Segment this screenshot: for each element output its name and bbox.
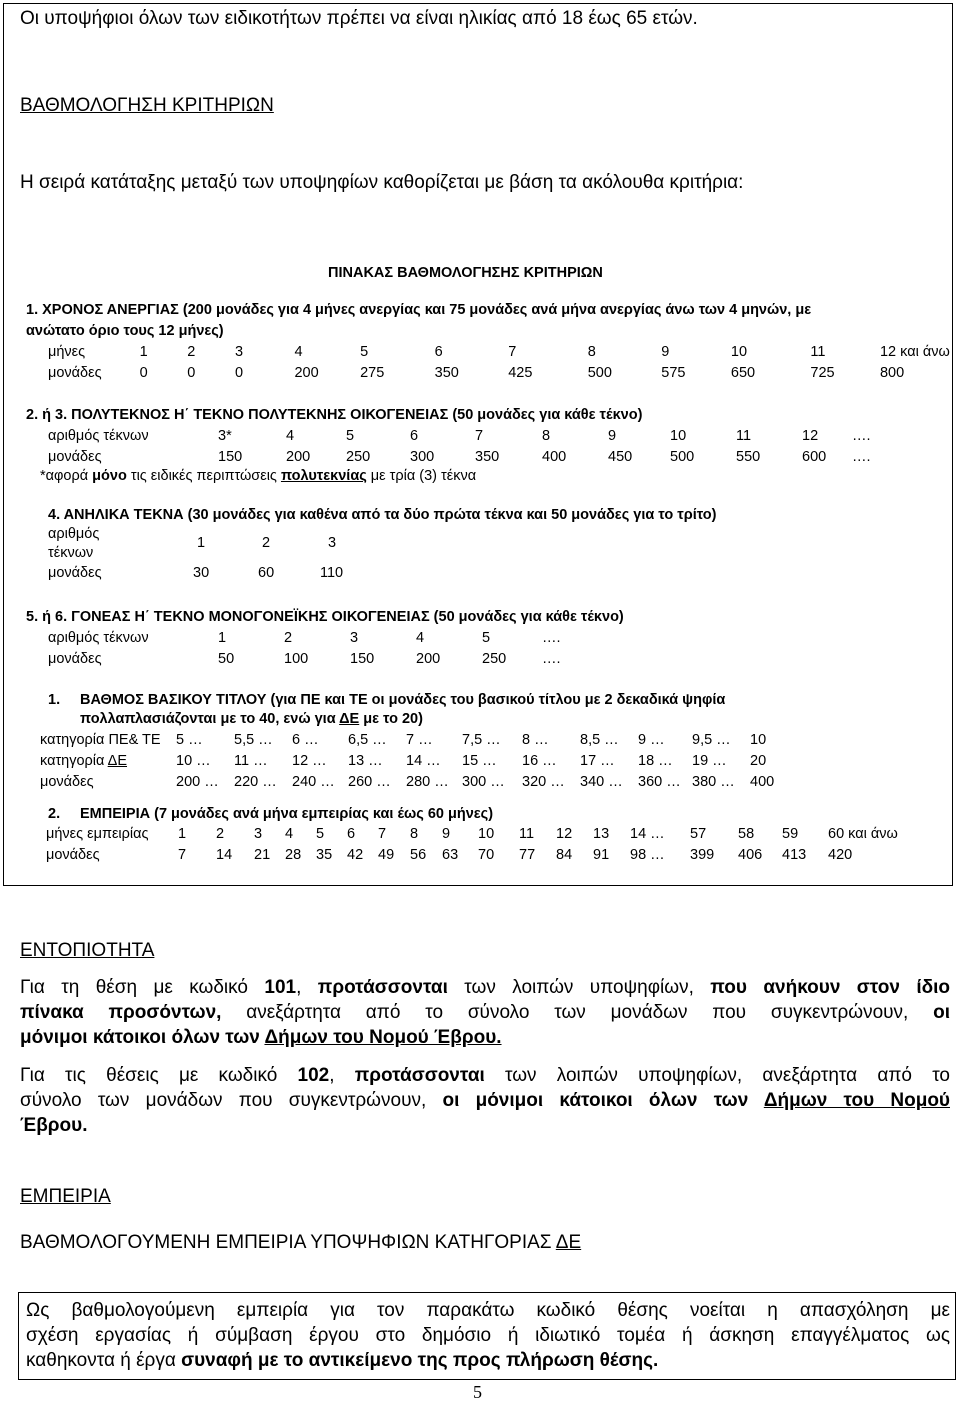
value-cell: 6 … <box>292 731 319 748</box>
value-cell: 10 <box>730 343 748 360</box>
value-cell: 12 <box>556 825 573 842</box>
table-row <box>48 627 562 648</box>
value-cell: 600 <box>802 448 827 465</box>
value-cell: 100 <box>284 650 309 667</box>
row-label-cell: αριθμός τέκνων <box>48 427 149 444</box>
row-label-cell: μονάδες <box>46 846 100 863</box>
page-number: 5 <box>473 1382 482 1402</box>
value-cell: 5 <box>360 343 369 360</box>
minor-children-count: 2 <box>262 535 271 551</box>
value-cell: 400 <box>542 448 567 465</box>
value-cell: 63 <box>442 846 459 863</box>
value-cell: 57 <box>690 825 707 842</box>
value-cell: 350 <box>475 448 500 465</box>
locality-paragraph-102: Για τις θέσεις με κωδικό 102, προτάσσονται των λοιπών υποψηφίων, ανεξάρτητα από το σύνολο των μονάδων που συγκεντρώνουν, οι μόνιμοι κάτοικοι όλων των Δήμων του Νομού Έβρου. <box>20 1065 951 1136</box>
table-row <box>46 823 904 844</box>
value-cell: 1 <box>218 629 227 646</box>
value-cell: 19 … <box>692 752 727 769</box>
value-cell: 7 <box>378 825 387 842</box>
large-family-table <box>48 425 872 467</box>
table-row <box>40 750 790 771</box>
experience-number: 2. <box>48 806 61 822</box>
age-requirement-text: Οι υποψήφιοι όλων των ειδικοτήτων πρέπει να είναι ηλικίας από 18 έως 65 ετών. <box>20 8 698 29</box>
value-cell: 16 … <box>522 752 557 769</box>
value-cell: 550 <box>736 448 761 465</box>
value-cell: 11 … <box>234 752 268 769</box>
value-cell: 4 <box>416 629 425 646</box>
value-cell: 10 <box>750 731 767 748</box>
table-row <box>48 425 872 446</box>
value-cell: 9 <box>661 343 670 360</box>
value-cell: 500 <box>670 448 695 465</box>
value-cell: 650 <box>730 364 756 381</box>
criteria-heading: ΒΑΘΜΟΛΟΓΗΣΗ ΚΡΙΤΗΡΙΩΝ <box>20 95 274 116</box>
row-label-cell: μονάδες <box>48 448 102 465</box>
value-cell: 98 … <box>630 846 665 863</box>
value-cell: 4 <box>285 825 294 842</box>
value-cell: 10 … <box>176 752 211 769</box>
minor-children-label-line1: αριθμός <box>48 526 100 542</box>
value-cell: 280 … <box>406 773 449 790</box>
value-cell: 6 <box>347 825 356 842</box>
value-cell: 3* <box>218 427 232 444</box>
value-cell: 300 <box>410 448 435 465</box>
value-cell: 9,5 … <box>692 731 731 748</box>
experience-table <box>46 823 904 865</box>
value-cell: 5 … <box>176 731 203 748</box>
unemployment-title-line2: ανώτατο όριο τους 12 μήνες) <box>26 323 224 339</box>
value-cell: 8 <box>542 427 551 444</box>
value-cell: 84 <box>556 846 573 863</box>
row-label-cell: μονάδες <box>48 650 102 667</box>
value-cell: 8 … <box>522 731 549 748</box>
value-cell: 425 <box>508 364 533 381</box>
value-cell: 7 <box>508 343 517 360</box>
value-cell: 7 … <box>406 731 433 748</box>
value-cell: 220 … <box>234 773 277 790</box>
minor-children-label-line2: τέκνων <box>48 545 94 561</box>
value-cell: …. <box>542 650 561 667</box>
experience-subheading: ΒΑΘΜΟΛΟΓΟΥΜΕΝΗ ΕΜΠΕΙΡΙΑ ΥΠΟΨΗΦΙΩΝ ΚΑΤΗΓΟΡΙΑΣ ΔΕ <box>20 1232 582 1253</box>
value-cell: 14 <box>216 846 233 863</box>
experience-heading: ΕΜΠΕΙΡΙΑ <box>20 1186 111 1207</box>
value-cell: 8 <box>410 825 419 842</box>
value-cell: 725 <box>810 364 835 381</box>
table-row <box>46 844 904 865</box>
unemployment-table <box>48 341 960 383</box>
value-cell: 2 <box>284 629 293 646</box>
table-row <box>40 771 790 792</box>
value-cell: 9 … <box>638 731 665 748</box>
value-cell: 5 <box>346 427 355 444</box>
value-cell: 413 <box>782 846 807 863</box>
value-cell: 380 … <box>692 773 735 790</box>
value-cell: 4 <box>286 427 295 444</box>
value-cell: 400 <box>750 773 775 790</box>
value-cell: 70 <box>478 846 495 863</box>
value-cell: 21 <box>254 846 271 863</box>
value-cell: 60 και άνω <box>828 825 898 842</box>
value-cell: 340 … <box>580 773 623 790</box>
large-family-title: 2. ή 3. ΠΟΛΥΤΕΚΝΟΣ Η΄ ΤΕΚΝΟ ΠΟΛΥΤΕΚΝΗΣ ΟΙΚΟΓΕΝΕΙΑΣ (50 μονάδες για κάθε τέκνο) <box>26 407 643 423</box>
value-cell: 6,5 … <box>348 731 387 748</box>
value-cell: 12 … <box>292 752 327 769</box>
row-label-cell: κατηγορία ΠΕ& ΤΕ <box>40 731 161 748</box>
value-cell: 200 <box>286 448 311 465</box>
value-cell: 56 <box>410 846 427 863</box>
value-cell: 58 <box>738 825 755 842</box>
value-cell: 12 και άνω <box>879 343 950 360</box>
value-cell: 260 … <box>348 773 391 790</box>
minor-children-points-label: μονάδες <box>48 565 102 581</box>
minor-children-count: 1 <box>197 535 206 551</box>
value-cell: 42 <box>347 846 364 863</box>
minor-children-title: 4. ΑΝΗΛΙΚΑ ΤΕΚΝΑ (30 μονάδες για καθένα από τα δύο πρώτα τέκνα και 50 μονάδες για το τρίτο) <box>48 507 717 523</box>
value-cell: 200 <box>416 650 441 667</box>
experience-definition-text: Ως βαθμολογούμενη εμπειρία για τον παρακάτω κωδικό θέσης νοείται η απασχόληση με σχέση εργασίας ή σύμβαση έργου στο δημόσιο ή ιδιωτικό τομέα ή άσκηση επαγγέλματος ως καθηκοντα ή έργα συναφή με το αντικείμενο της προς πλήρωση θέσης. <box>26 1300 950 1371</box>
value-cell: 12 <box>802 427 819 444</box>
minor-children-points: 30 <box>193 565 210 581</box>
value-cell: 14 … <box>630 825 665 842</box>
value-cell: 240 … <box>292 773 335 790</box>
value-cell: 5,5 … <box>234 731 273 748</box>
value-cell: 10 <box>478 825 495 842</box>
value-cell: 11 <box>736 427 752 444</box>
table-row <box>48 648 562 669</box>
single-parent-title: 5. ή 6. ΓΟΝΕΑΣ Η΄ ΤΕΚΝΟ ΜΟΝΟΓΟΝΕΪΚΗΣ ΟΙΚΟΓΕΝΕΙΑΣ (50 μονάδες για κάθε τέκνο) <box>26 609 624 625</box>
value-cell: 3 <box>350 629 359 646</box>
value-cell: 200 … <box>176 773 219 790</box>
value-cell: 18 … <box>638 752 673 769</box>
value-cell: 575 <box>661 364 686 381</box>
row-label-cell: μήνες <box>48 343 86 360</box>
value-cell: 3 <box>234 343 244 360</box>
value-cell: 6 <box>410 427 419 444</box>
value-cell: 13 … <box>348 752 383 769</box>
value-cell: 350 <box>434 364 459 381</box>
value-cell: 450 <box>608 448 633 465</box>
locality-heading: ΕΝΤΟΠΙΟΤΗΤΑ <box>20 940 155 961</box>
value-cell: 14 … <box>406 752 441 769</box>
table-title: ΠΙΝΑΚΑΣ ΒΑΘΜΟΛΟΓΗΣΗΣ ΚΡΙΤΗΡΙΩΝ <box>328 265 603 281</box>
degree-number: 1. <box>48 692 61 708</box>
row-label-cell: μονάδες <box>40 773 94 790</box>
value-cell: 9 <box>442 825 451 842</box>
value-cell: …. <box>852 448 871 465</box>
table-row <box>48 446 872 467</box>
value-cell: 35 <box>316 846 333 863</box>
value-cell: 9 <box>608 427 617 444</box>
value-cell: 200 <box>294 364 319 381</box>
value-cell: 10 <box>670 427 687 444</box>
locality-paragraph-101: Για τη θέση με κωδικό 101, προτάσσονται των λοιπών υποψηφίων, που ανήκουν στον ίδιο πίνακα προσόντων, ανεξάρτητα από το σύνολο των μονάδων που συγκεντρώνουν, οι μόνιμοι κάτοικοι όλων των Δήμων του Νομού Έβρου. <box>20 977 951 1048</box>
row-label-cell: κατηγορία ΔΕ <box>40 752 128 769</box>
value-cell: 150 <box>218 448 243 465</box>
value-cell: …. <box>852 427 871 444</box>
value-cell: 275 <box>360 364 385 381</box>
value-cell: 5 <box>482 629 491 646</box>
degree-title-line2: πολλαπλασιάζονται με το 40, ενώ για ΔΕ με το 20) <box>80 711 423 727</box>
value-cell: 3 <box>254 825 263 842</box>
minor-children-points: 60 <box>258 565 275 581</box>
value-cell: 17 … <box>580 752 615 769</box>
table-row <box>40 729 790 750</box>
value-cell: 7,5 … <box>462 731 501 748</box>
table-row <box>48 341 960 362</box>
value-cell: 49 <box>378 846 395 863</box>
value-cell: 59 <box>782 825 799 842</box>
table-row <box>48 362 960 383</box>
value-cell: 2 <box>187 343 196 360</box>
value-cell: 28 <box>285 846 302 863</box>
row-label-cell: μονάδες <box>48 364 102 381</box>
degree-title-line1: ΒΑΘΜΟΣ ΒΑΣΙΚΟΥ ΤΙΤΛΟΥ (για ΠΕ και ΤΕ οι μονάδες του βασικού τίτλου με 2 δεκαδικά ψηφία <box>80 692 726 708</box>
value-cell: 420 <box>828 846 853 863</box>
value-cell: 1 <box>178 825 187 842</box>
value-cell: 7 <box>178 846 187 863</box>
single-parent-table <box>48 627 562 669</box>
value-cell: 11 <box>810 343 826 360</box>
value-cell: 77 <box>519 846 536 863</box>
value-cell: 2 <box>216 825 225 842</box>
value-cell: 5 <box>316 825 325 842</box>
value-cell: 300 … <box>462 773 505 790</box>
value-cell: 15 … <box>462 752 497 769</box>
value-cell: 91 <box>593 846 610 863</box>
value-cell: 0 <box>139 364 148 381</box>
value-cell: 1 <box>139 343 148 360</box>
unemployment-title-line1: 1. ΧΡΟΝΟΣ ΑΝΕΡΓΙΑΣ (200 μονάδες για 4 μήνες ανεργίας και 75 μονάδες ανά μήνα ανεργίας άνω των 4 μηνών, με <box>26 302 812 318</box>
value-cell: 6 <box>434 343 443 360</box>
value-cell: 399 <box>690 846 715 863</box>
value-cell: 150 <box>350 650 375 667</box>
value-cell: 11 <box>519 825 535 842</box>
value-cell: 8,5 … <box>580 731 619 748</box>
value-cell: 0 <box>187 364 196 381</box>
value-cell: 13 <box>593 825 610 842</box>
large-family-note: *αφορά μόνο τις ειδικές περιπτώσεις πολυτεκνίας με τρία (3) τέκνα <box>40 468 477 484</box>
value-cell: 250 <box>346 448 371 465</box>
criteria-intro-text: Η σειρά κατάταξης μεταξύ των υποψηφίων καθορίζεται με βάση τα ακόλουθα κριτήρια: <box>20 172 744 193</box>
value-cell: 320 … <box>522 773 565 790</box>
minor-children-points: 110 <box>320 565 344 581</box>
value-cell: …. <box>542 629 561 646</box>
value-cell: 50 <box>218 650 235 667</box>
row-label-cell: μήνες εμπειρίας <box>46 825 149 842</box>
value-cell: 800 <box>879 364 905 381</box>
value-cell: 0 <box>234 364 244 381</box>
value-cell: 500 <box>587 364 612 381</box>
minor-children-count: 3 <box>328 535 337 551</box>
value-cell: 7 <box>475 427 484 444</box>
value-cell: 20 <box>750 752 767 769</box>
value-cell: 250 <box>482 650 507 667</box>
value-cell: 4 <box>294 343 303 360</box>
value-cell: 8 <box>587 343 596 360</box>
value-cell: 406 <box>738 846 763 863</box>
value-cell: 360 … <box>638 773 681 790</box>
experience-title: ΕΜΠΕΙΡΙΑ (7 μονάδες ανά μήνα εμπειρίας και έως 60 μήνες) <box>80 806 494 822</box>
row-label-cell: αριθμός τέκνων <box>48 629 149 646</box>
degree-table <box>40 729 790 792</box>
